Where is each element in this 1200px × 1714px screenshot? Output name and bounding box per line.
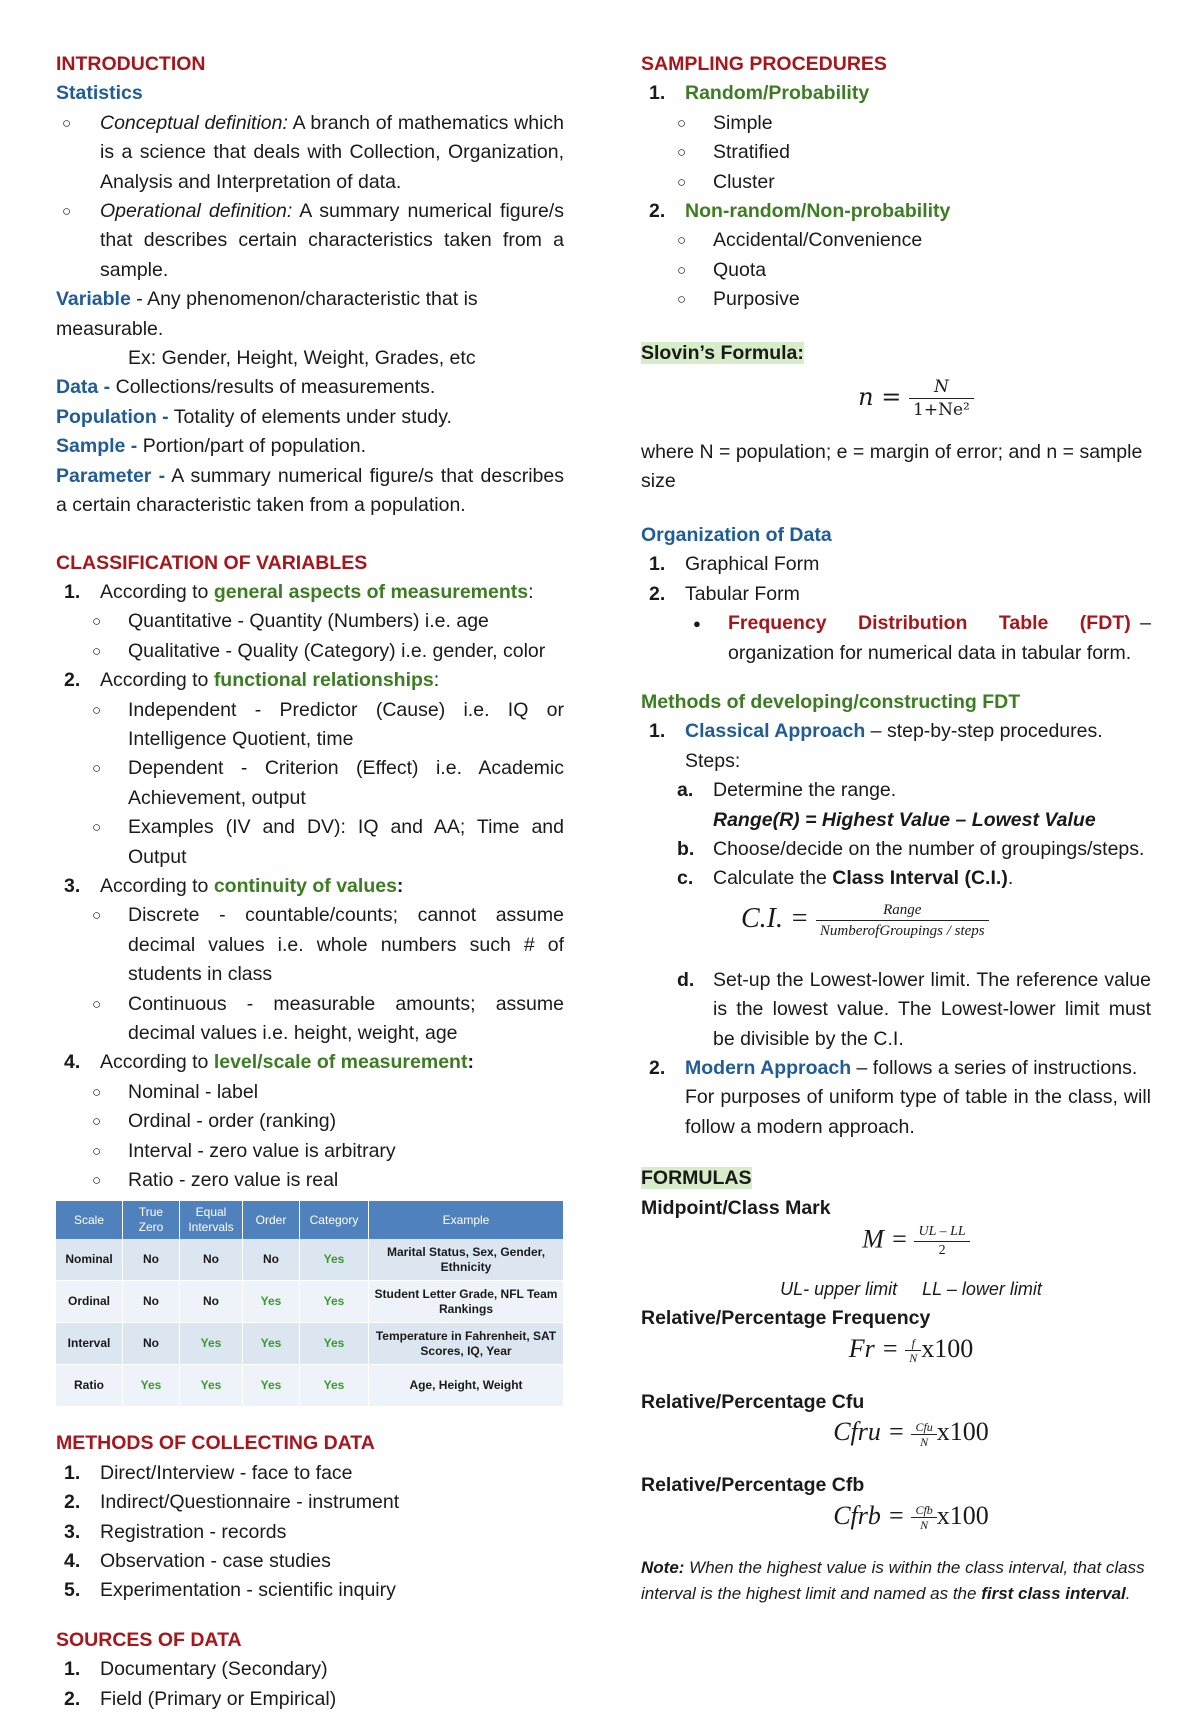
fraction-numerator: Range: [816, 900, 989, 921]
variable-definition: [56, 285, 564, 344]
formula-lhs: C.I. =: [741, 902, 809, 934]
item-number: 1.: [649, 553, 666, 576]
variable-example: Ex: Gender, Height, Weight, Grades, etc: [128, 347, 476, 370]
list-item: 5. Experimentation - scientific inquiry: [64, 1579, 396, 1602]
fdt-term: Frequency Distribution Table (FDT): [728, 612, 1131, 635]
sub-item: ○ Interval - zero value is arbitrary: [56, 1137, 564, 1166]
table-cell: Yes: [180, 1323, 243, 1365]
table-cell: No: [180, 1239, 243, 1281]
fdt-definition: [641, 609, 1151, 668]
item-number: 2.: [649, 200, 666, 223]
item-number: 3.: [64, 874, 81, 897]
item-number: 2.: [649, 1056, 666, 1079]
step-text: Determine the range.: [713, 779, 897, 802]
fraction-numerator: f: [905, 1336, 921, 1351]
step-d: [641, 966, 1151, 1054]
fraction-denominator: N: [920, 1518, 929, 1533]
table-cell: Yes: [123, 1365, 180, 1407]
table-cell: Yes: [300, 1323, 369, 1365]
fraction-denominator: N: [920, 1434, 929, 1449]
item-post: :: [433, 669, 440, 692]
ci-fraction: [816, 900, 989, 941]
list-item: [641, 580, 1151, 609]
table-cell: Yes: [243, 1323, 300, 1365]
sub-item: ○ Stratified: [641, 138, 1151, 167]
methods-heading: Methods of developing/constructing FDT: [641, 690, 1021, 713]
item-pre: According to: [100, 1051, 214, 1074]
item-number: 1.: [649, 720, 666, 743]
table-header-cell: Example: [369, 1201, 564, 1239]
list-item: 1. Direct/Interview - face to face: [64, 1461, 353, 1484]
cfb-title: Relative/Percentage Cfb: [641, 1474, 865, 1497]
modern-term: Modern Approach: [685, 1056, 852, 1079]
sub-item: ○ Qualitative - Quality (Category) i.e. gender, color: [56, 637, 564, 666]
step-text: Set-up the Lowest-lower limit. The reference value is the lowest value. The Lowest-lower limit must be divisible by the C.I.: [713, 968, 1151, 1050]
item-post: :: [396, 874, 404, 897]
sub-item: ○ Purposive: [641, 285, 1151, 314]
data-term: Data -: [56, 376, 111, 399]
table-header-cell: Category: [300, 1201, 369, 1239]
table-cell: Nominal: [56, 1239, 123, 1281]
slovin-heading: Slovin’s Formula:: [641, 341, 804, 364]
table-row: [56, 1281, 564, 1323]
population-text: Totality of elements under study.: [168, 405, 452, 428]
fdt-text: – organization for numerical data in tabular form.: [728, 612, 1151, 664]
list-item-text: Observation - case studies: [100, 1550, 331, 1573]
classical-term: Classical Approach: [685, 720, 866, 743]
fraction-numerator: N: [909, 376, 974, 399]
sub-item: ○ Continuous - measurable amounts; assume decimal values i.e. height, weight, age: [56, 990, 564, 1049]
sub-item: ○ Discrete - countable/counts; cannot assume decimal values i.e. whole numbers such # of students in class: [56, 901, 564, 989]
item-number: 1.: [64, 580, 81, 603]
note: [641, 1555, 1151, 1607]
intro-heading: INTRODUCTION: [56, 53, 206, 75]
sub-item: ○ Cluster: [641, 168, 1151, 197]
item-number: 2.: [64, 669, 81, 692]
table-row: [56, 1365, 564, 1407]
table-header-cell: Equal Intervals: [180, 1201, 243, 1239]
table-cell: Yes: [300, 1365, 369, 1407]
table-cell: Yes: [243, 1365, 300, 1407]
data-definition: [56, 373, 564, 402]
formula-lhs: Cfrb =: [833, 1500, 905, 1530]
note-end: .: [1125, 1583, 1131, 1603]
sample-definition: [56, 432, 564, 461]
formulas-heading: FORMULAS: [641, 1167, 752, 1190]
classical-text: – step-by-step procedures.: [865, 720, 1103, 743]
formula-tail: x100: [936, 1500, 989, 1530]
sample-term: Sample -: [56, 435, 138, 458]
fraction-numerator: UL – LL: [914, 1223, 969, 1242]
formula-lhs: Fr =: [848, 1333, 899, 1363]
population-term: Population -: [56, 405, 169, 428]
item-key: continuity of values: [213, 874, 397, 897]
steps-label: Steps:: [685, 749, 741, 772]
step-letter: d.: [677, 968, 695, 991]
fraction-denominator: N: [909, 1351, 918, 1366]
table-cell: Yes: [243, 1281, 300, 1323]
right-column: [641, 50, 1151, 1607]
item-number: 2.: [649, 582, 666, 605]
sampling-heading: SAMPLING PROCEDURES: [641, 53, 887, 75]
table-header-cell: True Zero: [123, 1201, 180, 1239]
data-text: Collections/results of measurements.: [110, 376, 436, 399]
sub-item: ○ Quota: [641, 256, 1151, 285]
limits-legend: UL- upper limit LL – lower limit: [780, 1279, 1042, 1299]
sampling-group-title: Random/Probability: [685, 82, 870, 105]
list-item: 2. Indirect/Questionnaire - instrument: [64, 1491, 400, 1514]
step-letter: c.: [677, 867, 694, 890]
classification-heading: CLASSIFICATION OF VARIABLES: [56, 551, 368, 574]
operational-definition: [56, 197, 564, 285]
list-item: [641, 550, 1151, 579]
operational-label: Operational definition:: [100, 200, 293, 223]
list-item: 2. Field (Primary or Empirical): [64, 1687, 337, 1710]
parameter-definition: [56, 462, 564, 521]
table-cell: No: [243, 1239, 300, 1281]
table-header-row: [56, 1201, 564, 1239]
slovin-fraction: [909, 376, 974, 421]
table-cell: Ratio: [56, 1365, 123, 1407]
step-c: [641, 864, 1151, 893]
table-cell: No: [123, 1281, 180, 1323]
sampling-group-1: [641, 79, 1151, 108]
step-text: Choose/decide on the number of groupings/steps.: [713, 837, 1145, 860]
list-item-text: Documentary (Secondary): [100, 1658, 328, 1681]
sub-item: ○ Ratio - zero value is real: [56, 1166, 564, 1195]
list-item-text: Tabular Form: [685, 582, 800, 605]
sub-item: ○ Simple: [641, 109, 1151, 138]
note-label: Note:: [641, 1557, 685, 1577]
sample-text: Portion/part of population.: [137, 435, 367, 458]
classification-item-4: [56, 1048, 564, 1077]
table-cell: Student Letter Grade, NFL Team Rankings: [369, 1281, 564, 1323]
table-header-cell: Order: [243, 1201, 300, 1239]
table-cell: Marital Status, Sex, Gender, Ethnicity: [369, 1239, 564, 1281]
sub-item: ○ Nominal - label: [56, 1078, 564, 1107]
step-letter: b.: [677, 837, 695, 860]
list-item: 4. Observation - case studies: [64, 1550, 331, 1573]
item-pre: According to: [100, 874, 214, 897]
sampling-group-title: Non-random/Non-probability: [685, 200, 951, 223]
fraction-denominator: 2: [938, 1243, 946, 1258]
operational-text: A summary numerical figure/s that describes certain characteristics taken from a sample.: [100, 200, 564, 281]
midpoint-title: Midpoint/Class Mark: [641, 1196, 831, 1219]
item-key: functional relationships: [213, 669, 434, 692]
statistics-title: Statistics: [56, 82, 143, 105]
sub-item: ○ Dependent - Criterion (Effect) i.e. Academic Achievement, output: [56, 754, 564, 813]
cfu-title: Relative/Percentage Cfu: [641, 1390, 865, 1413]
classification-item-3: [56, 872, 564, 901]
variable-text: - Any phenomenon/characteristic that is measurable.: [56, 288, 478, 340]
fraction-denominator: NumberofGroupings / steps: [819, 922, 985, 939]
formula-lhs: M =: [862, 1224, 908, 1254]
class-interval-term: Class Interval (C.I.): [832, 867, 1008, 890]
step-a: [641, 776, 1151, 805]
fraction-numerator: Cfb: [911, 1503, 936, 1518]
note-text: When the highest value is within the class interval, that class interval is the highest limit and named as the: [641, 1557, 1145, 1603]
cfb-fraction: [911, 1503, 936, 1532]
sampling-group-2: [641, 197, 1151, 226]
cfb-formula: [641, 1501, 1151, 1555]
collecting-heading: METHODS OF COLLECTING DATA: [56, 1432, 375, 1455]
item-key: level/scale of measurement: [213, 1051, 468, 1074]
step-b: [641, 835, 1151, 864]
modern-description: For purposes of uniform type of table in the class, will follow a modern approach.: [685, 1086, 1151, 1138]
parameter-text: A summary numerical figure/s that describes a certain characteristic taken from a population.: [56, 464, 564, 517]
midpoint-formula: [641, 1223, 1151, 1275]
sources-heading: SOURCES OF DATA: [56, 1628, 242, 1651]
table-cell: Interval: [56, 1323, 123, 1365]
population-definition: [56, 403, 564, 432]
conceptual-text: A branch of mathematics which is a science that deals with Collection, Organization, Analysis and Interpretation of data.: [100, 111, 565, 193]
note-key: first class interval: [981, 1583, 1126, 1603]
sub-item: ○ Ordinal - order (ranking): [56, 1107, 564, 1136]
formula-lhs: n =: [858, 383, 902, 412]
cfu-fraction: [911, 1420, 936, 1449]
item-number: 1.: [649, 82, 666, 105]
list-item-text: Direct/Interview - face to face: [100, 1461, 353, 1484]
formula-tail: x100: [936, 1417, 989, 1447]
left-column: [56, 50, 564, 1714]
conceptual-label: Conceptual definition:: [100, 111, 288, 134]
step-text: .: [1007, 867, 1014, 890]
table-cell: Yes: [300, 1239, 369, 1281]
table-cell: No: [123, 1239, 180, 1281]
midpoint-fraction: [914, 1223, 969, 1260]
modern-text: – follows a series of instructions.: [851, 1056, 1138, 1079]
list-item: 1. Documentary (Secondary): [64, 1658, 328, 1681]
formula-lhs: Cfru =: [833, 1417, 905, 1447]
sub-item: ○ Accidental/Convenience: [641, 226, 1151, 255]
list-item-text: Field (Primary or Empirical): [100, 1687, 337, 1710]
item-key: general aspects of measurements: [213, 580, 529, 603]
table-cell: Ordinal: [56, 1281, 123, 1323]
table-row: [56, 1323, 564, 1365]
ci-formula: [641, 894, 1151, 966]
formula-tail: x100: [921, 1333, 974, 1363]
step-letter: a.: [677, 779, 694, 802]
classification-item-2: [56, 666, 564, 695]
sub-item: ○ Quantitative - Quantity (Numbers) i.e. age: [56, 607, 564, 636]
sub-item: ○ Examples (IV and DV): IQ and AA; Time and Output: [56, 813, 564, 872]
table-cell: Yes: [180, 1365, 243, 1407]
item-number: 4.: [64, 1051, 81, 1074]
list-item-text: Registration - records: [100, 1520, 287, 1543]
item-pre: According to: [100, 669, 214, 692]
classical-approach: [641, 717, 1151, 746]
table-cell: No: [180, 1281, 243, 1323]
organization-heading: Organization of Data: [641, 523, 832, 546]
fraction-numerator: Cfu: [911, 1420, 936, 1435]
modern-approach: [641, 1054, 1151, 1083]
table-header-cell: Scale: [56, 1201, 123, 1239]
range-formula: Range(R) = Highest Value – Lowest Value: [713, 808, 1096, 831]
list-item-text: Experimentation - scientific inquiry: [100, 1579, 396, 1602]
relative-frequency-formula: [641, 1334, 1151, 1388]
list-item-text: Indirect/Questionnaire - instrument: [100, 1491, 400, 1514]
measurement-scale-table: [56, 1201, 564, 1407]
table-cell: Age, Height, Weight: [369, 1365, 564, 1407]
fr-fraction: [905, 1336, 921, 1365]
list-item-text: Graphical Form: [685, 553, 820, 576]
relative-frequency-title: Relative/Percentage Frequency: [641, 1307, 931, 1330]
item-post: :: [467, 1051, 474, 1074]
conceptual-definition: [56, 109, 564, 197]
cfu-formula: [641, 1417, 1151, 1471]
variable-term: Variable: [56, 288, 131, 311]
table-cell: No: [123, 1323, 180, 1365]
parameter-term: Parameter -: [56, 464, 166, 487]
list-item: 3. Registration - records: [64, 1520, 287, 1543]
table-cell: Yes: [300, 1281, 369, 1323]
item-post: :: [528, 580, 534, 603]
table-cell: Temperature in Fahrenheit, SAT Scores, IQ, Year: [369, 1323, 564, 1365]
table-row: [56, 1239, 564, 1281]
fraction-denominator: 1+Ne²: [913, 400, 970, 421]
step-text: Calculate the: [713, 867, 833, 890]
sub-item: ○ Independent - Predictor (Cause) i.e. IQ or Intelligence Quotient, time: [56, 696, 564, 755]
classification-item-1: [56, 578, 564, 607]
item-pre: According to: [100, 580, 214, 603]
slovin-where: where N = population; e = margin of error; and n = sample size: [641, 441, 1143, 493]
slovin-formula: [641, 368, 1151, 438]
